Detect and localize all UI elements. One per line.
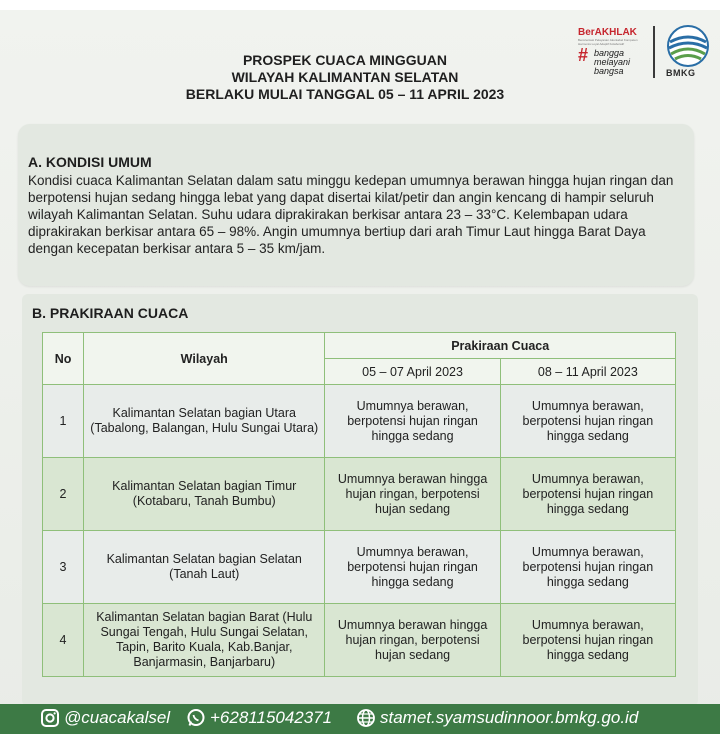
bmkg-label: BMKG (666, 68, 696, 78)
page-title (150, 52, 540, 103)
infographic-page (0, 10, 720, 734)
berakhlak-tagline: Berorientasi Pelayanan Akuntabel Kompeten Harmonis Loyal Adaptif Kolaboratif (578, 38, 638, 46)
row-forecast-1: Umumnya berawan hingga hujan ringan, berpotensi hujan sedang (325, 604, 500, 677)
whatsapp-link[interactable] (186, 708, 332, 728)
row-no: 2 (43, 458, 84, 531)
hashtag-mark: # (578, 45, 589, 65)
table-row (43, 531, 676, 604)
row-no: 4 (43, 604, 84, 677)
title-line-1: PROSPEK CUACA MINGGUAN (242, 52, 448, 68)
row-wilayah: Kalimantan Selatan bagian Timur (Kotabaru, Tanah Bumbu) (84, 458, 325, 531)
row-forecast-2: Umumnya berawan, berpotensi hujan ringan hingga sedang (500, 604, 675, 677)
berakhlak-logo (578, 27, 646, 79)
table-row (43, 604, 676, 677)
kondisi-umum-card (18, 124, 694, 286)
row-no: 3 (43, 531, 84, 604)
row-forecast-1: Umumnya berawan, berpotensi hujan ringan hingga sedang (325, 385, 500, 458)
table-header-row (43, 333, 676, 359)
row-forecast-2: Umumnya berawan, berpotensi hujan ringan hingga sedang (500, 531, 675, 604)
row-wilayah: Kalimantan Selatan bagian Selatan (Tanah Laut) (84, 531, 325, 604)
website-url: stamet.syamsudinnoor.bmkg.go.id (380, 708, 639, 727)
whatsapp-icon (186, 708, 206, 728)
row-wilayah: Kalimantan Selatan bagian Barat (Hulu Sungai Tengah, Hulu Sungai Selatan, Tapin, Barito Kuala, Kab.Banjar, Banjarmasin, Banjarbaru) (84, 604, 325, 677)
table-row (43, 385, 676, 458)
row-forecast-2: Umumnya berawan, berpotensi hujan ringan hingga sedang (500, 458, 675, 531)
berakhlak-title: BerAKHLAK (578, 27, 637, 38)
kondisi-umum-title: A. KONDISI UMUM (28, 154, 152, 170)
row-forecast-2: Umumnya berawan, berpotensi hujan ringan hingga sedang (500, 385, 675, 458)
title-line-2: WILAYAH KALIMANTAN SELATAN (231, 69, 459, 85)
website-link[interactable] (356, 708, 638, 728)
whatsapp-number: +628115042371 (210, 708, 333, 727)
forecast-table (42, 332, 676, 677)
row-wilayah: Kalimantan Selatan bagian Utara (Tabalong, Balangan, Hulu Sungai Utara) (84, 385, 325, 458)
bangga-melayani-bangsa: bangga melayani bangsa (594, 48, 631, 76)
row-forecast-1: Umumnya berawan hingga hujan ringan, berpotensi hujan sedang (325, 458, 500, 531)
prakiraan-cuaca-title: B. PRAKIRAAN CUACA (32, 305, 189, 321)
header-wilayah: Wilayah (84, 333, 325, 385)
row-no: 1 (43, 385, 84, 458)
instagram-handle: @cuacakalsel (64, 708, 171, 727)
row-forecast-1: Umumnya berawan, berpotensi hujan ringan hingga sedang (325, 531, 500, 604)
logo-divider (653, 26, 655, 78)
header-period-2: 08 – 11 April 2023 (500, 359, 675, 385)
bmkg-logo (662, 24, 714, 80)
prakiraan-cuaca-card (22, 294, 698, 706)
globe-icon (356, 708, 376, 728)
header-prakiraan: Prakiraan Cuaca (325, 333, 676, 359)
table-row (43, 458, 676, 531)
bmkg-emblem-icon (662, 24, 714, 68)
instagram-link[interactable] (40, 708, 170, 728)
kondisi-umum-body: Kondisi cuaca Kalimantan Selatan dalam satu minggu kedepan umumnya berawan hingga hujan ringan dan berpotensi hujan sedang hingga lebat yang dapat disertai kilat/petir dan angin kencang di hampir seluruh wilayah Kalimantan Selatan. Suhu udara diprakirakan berkisar antara 23 – 33°C. Kelembapan udara diprakirakan berkisar antara 65 – 98%. Angin umumnya bertiup dari arah Timur Laut hingga Barat Daya dengan kecepatan berkisar antara 5 – 35 km/jam. (28, 173, 674, 256)
title-line-3: BERLAKU MULAI TANGGAL 05 – 11 APRIL 2023 (185, 86, 505, 102)
header-no: No (43, 333, 84, 385)
header-period-1: 05 – 07 April 2023 (325, 359, 500, 385)
instagram-icon (40, 708, 60, 728)
contact-footer (0, 704, 720, 734)
